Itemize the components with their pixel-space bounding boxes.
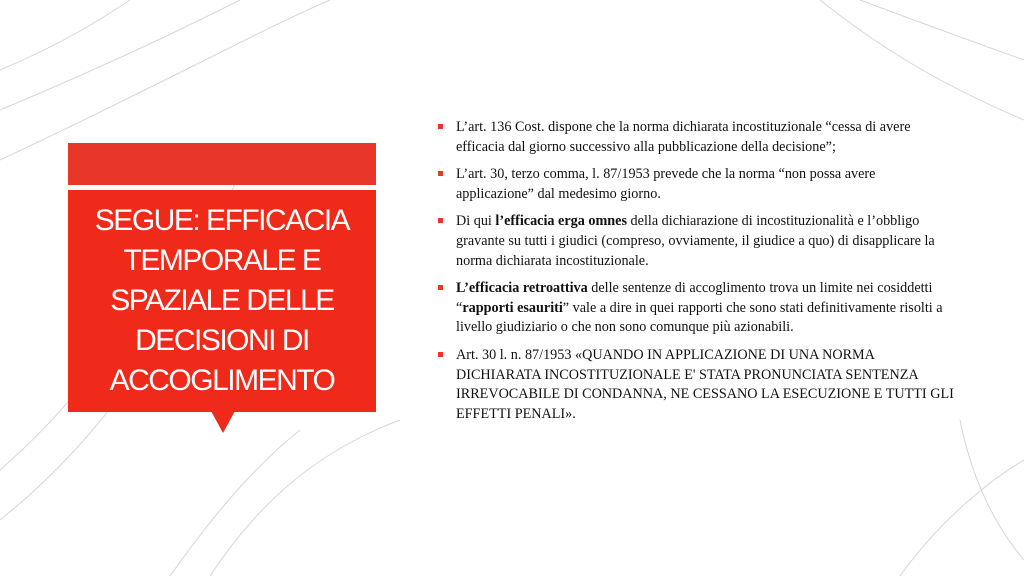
bullet-item — [436, 118, 956, 157]
bullet-square-icon — [438, 171, 443, 176]
title-pointer — [211, 411, 235, 433]
bullet-text: delle sentenze di accoglimento trova un limite nei cosiddetti “ — [456, 280, 933, 316]
bullet-text: Di qui — [456, 213, 496, 230]
bullet-bold-text: L’efficacia retroattiva — [456, 280, 588, 297]
bullet-text: L’art. 136 Cost. dispone che la norma dichiarata incostituzionale “cessa di avere efficacia dal giorno successivo alla pubblicazione della decisione”; — [456, 119, 911, 155]
decor-arc-8 — [860, 0, 1024, 60]
bullet-text: ” vale a dire in quei rapporti che sono stati definitivamente risolti a livello giudiziario o che non sono comunque più azionabili. — [456, 299, 943, 336]
title-box — [68, 190, 376, 412]
decor-arc-2 — [0, 0, 330, 160]
bullet-item — [436, 279, 956, 338]
decor-arc-11 — [900, 460, 1024, 576]
bullet-bold-text: rapporti esauriti — [462, 299, 563, 316]
slide-title: SEGUE: EFFICACIA TEMPORALE E SPAZIALE DELLE DECISIONI DI ACCOGLIMENTO — [94, 204, 350, 397]
decor-arc-10 — [960, 420, 1024, 560]
title-accent-strip — [68, 143, 376, 185]
decor-arc-3 — [0, 0, 130, 70]
decor-arc-1 — [0, 0, 240, 110]
bullet-text: L’art. 30, terzo comma, l. 87/1953 prevede che la norma “non possa avere applicazione” dal medesimo giorno. — [456, 166, 876, 202]
bullet-text: della dichiarazione di incostituzionalità e l’obbligo gravante su tutti i giudici (compreso, ovviamente, il giudice a quo) di disapplicare la norma dichiarata incostituzionale. — [456, 213, 935, 269]
bullet-text: Art. 30 l. n. 87/1953 «QUANDO IN APPLICAZIONE DI UNA NORMA DICHIARATA INCOSTITUZIONALE E' STATA PRONUNCIATA SENTENZA IRREVOCABILE DI CONDANNA, NE CESSANO LA ESECUZIONE E TUTTI GLI EFFETTI PENALI». — [456, 346, 954, 422]
decor-arc-6 — [210, 420, 400, 576]
bullet-bold-text: l’efficacia erga omnes — [495, 213, 627, 230]
bullet-square-icon — [438, 124, 443, 129]
bullet-square-icon — [438, 218, 443, 223]
bullet-item — [436, 212, 956, 271]
decor-arc-9 — [820, 0, 1024, 120]
bullet-square-icon — [438, 352, 443, 357]
decor-arc-7 — [170, 430, 300, 576]
bullet-item — [436, 346, 956, 424]
bullet-square-icon — [438, 285, 443, 290]
bullet-list — [436, 118, 956, 432]
bullet-item — [436, 165, 956, 204]
